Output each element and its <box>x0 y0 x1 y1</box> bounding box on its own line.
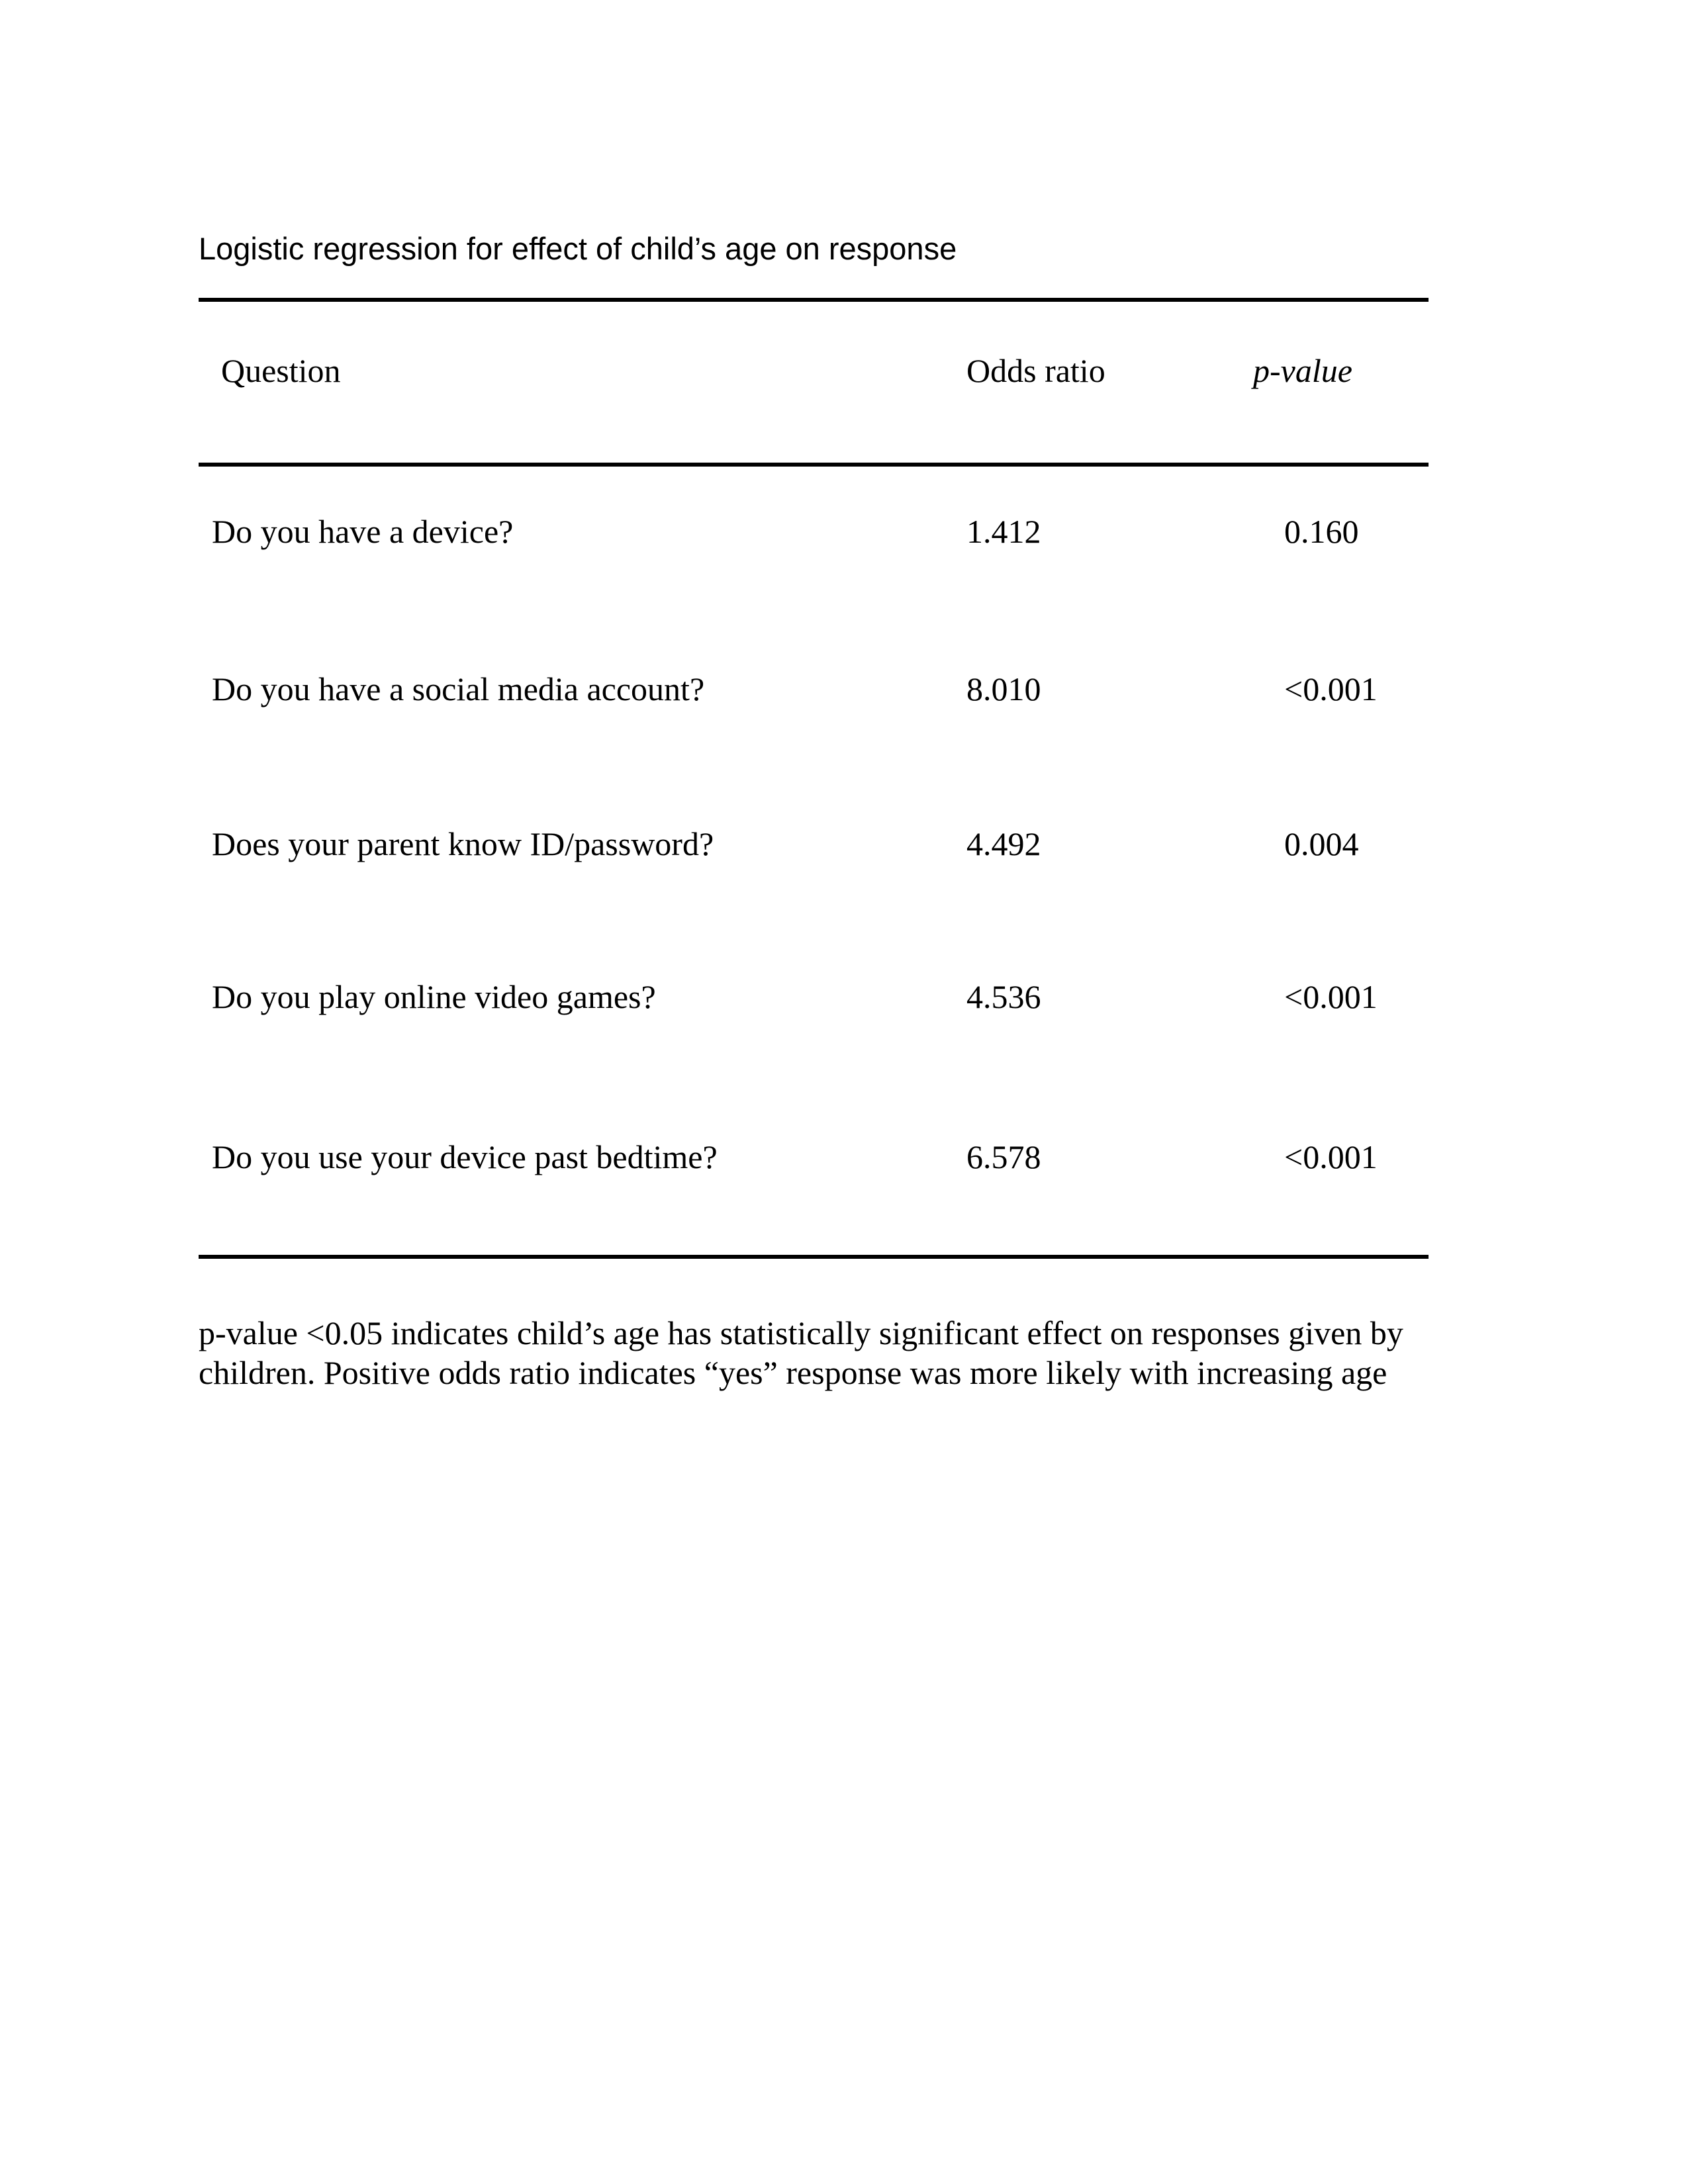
footnote-line-1: p-value <0.05 indicates child’s age has statistically significant effect on responses given by <box>199 1314 1403 1351</box>
table-title: Logistic regression for effect of child’s age on response <box>199 231 957 266</box>
row-odds-ratio: 1.412 <box>966 513 1041 550</box>
row-question: Do you play online video games? <box>212 978 656 1015</box>
row-odds-ratio: 6.578 <box>966 1138 1041 1175</box>
header-p-value: p-value <box>1253 352 1352 389</box>
row-odds-ratio: 8.010 <box>966 670 1041 707</box>
row-p-value: <0.001 <box>1284 978 1378 1015</box>
row-p-value: <0.001 <box>1284 1138 1378 1175</box>
row-question: Do you have a social media account? <box>212 670 705 707</box>
row-question: Do you use your device past bedtime? <box>212 1138 718 1175</box>
row-odds-ratio: 4.492 <box>966 825 1041 862</box>
table-footnote <box>199 1313 1456 1392</box>
row-question: Do you have a device? <box>212 513 514 550</box>
header-question: Question <box>221 352 341 389</box>
table-bottom-rule <box>199 1255 1429 1259</box>
header-odds-ratio: Odds ratio <box>966 352 1105 389</box>
footnote-line-2: children. Positive odds ratio indicates “yes” response was more likely with increasing age <box>199 1354 1387 1391</box>
row-odds-ratio: 4.536 <box>966 978 1041 1015</box>
row-question: Does your parent know ID/password? <box>212 825 714 862</box>
row-p-value: 0.004 <box>1284 825 1359 862</box>
table-top-rule <box>199 298 1429 302</box>
row-p-value: <0.001 <box>1284 670 1378 707</box>
table-header-rule <box>199 463 1429 467</box>
row-p-value: 0.160 <box>1284 513 1359 550</box>
